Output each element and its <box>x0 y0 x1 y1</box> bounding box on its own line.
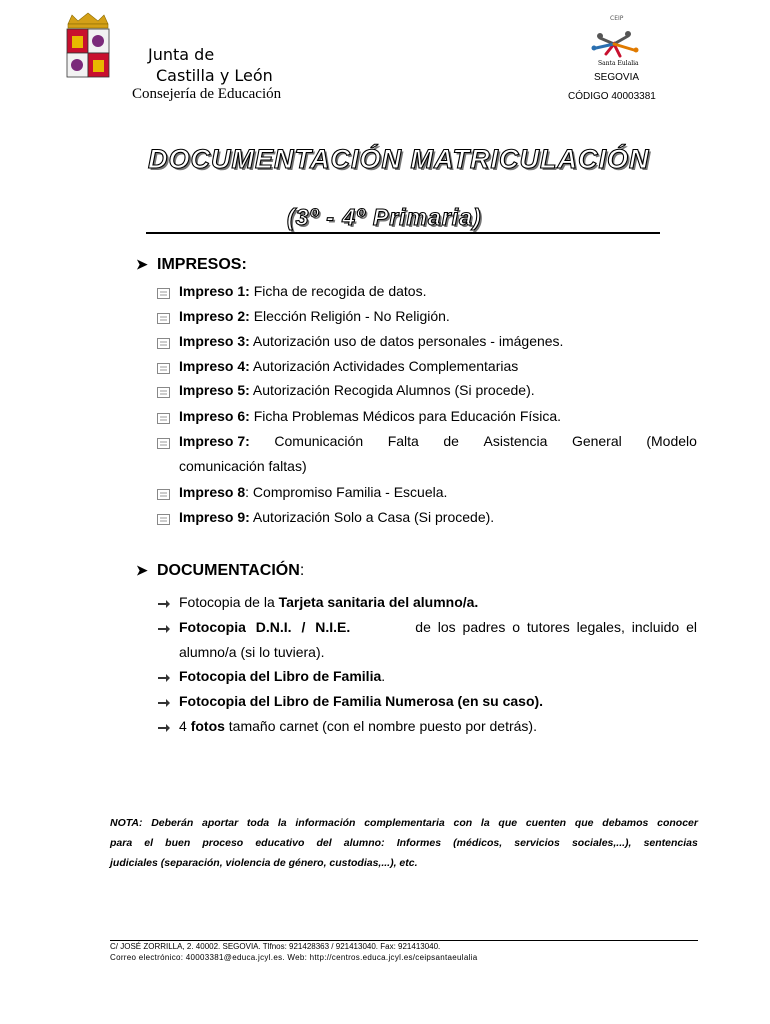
footer-contact: Correo electrónico: 40003381@educa.jcyl.es. Web: http://centros.educa.jcyl.es/ceipsantaeulalia <box>110 953 478 962</box>
nota-line3: judiciales (separación, violencia de género, custodias,...), etc. <box>110 857 418 869</box>
note-bullet-icon <box>157 487 170 498</box>
impreso-description: Autorización uso de datos personales - imágenes. <box>249 333 564 349</box>
document-title: DOCUMENTACIÓN MATRICULACIÓN <box>148 144 650 174</box>
nota-line1 <box>110 813 698 833</box>
impreso-label: Impreso 9: <box>179 509 250 525</box>
nota-word: que <box>574 817 594 829</box>
impreso-word: Comunicación <box>274 433 364 449</box>
documentacion-item-continued: alumno/a (si lo tuviera). <box>179 644 325 660</box>
impreso-label: Impreso 8 <box>179 484 246 500</box>
castilla-leon-crest-logo <box>62 12 114 82</box>
nota-word: cuenten <box>525 817 567 829</box>
impresos-heading <box>136 256 247 274</box>
school-name: Santa Eulalia <box>598 60 639 67</box>
documentacion-heading-text: DOCUMENTACIÓN <box>157 562 300 579</box>
nota-word: conocer <box>657 817 698 829</box>
impreso-label: Impreso 6: <box>179 408 250 424</box>
documentacion-item <box>179 615 697 640</box>
note-bullet-icon <box>157 336 170 347</box>
impreso-item <box>179 408 561 424</box>
impreso-word: General <box>571 433 622 449</box>
documentacion-item <box>179 689 543 714</box>
nota-word: la <box>277 817 287 829</box>
impreso-label: Impreso 2: <box>179 308 250 324</box>
nota-word: para <box>110 837 133 849</box>
documentacion-item-bold: Fotocopia del Libro de Familia <box>179 668 382 684</box>
nota-word: toda <box>246 817 270 829</box>
impreso-item <box>179 283 426 299</box>
impreso-label: Impreso 1: <box>179 283 250 299</box>
impreso-item <box>179 433 697 449</box>
document-subtitle: (3º - 4º Primaria) <box>287 204 482 230</box>
impresos-heading-text: IMPRESOS: <box>157 256 247 273</box>
impreso-description: Elección Religión - No Religión. <box>249 308 450 324</box>
documentacion-item <box>179 714 537 739</box>
arrow-bullet-icon <box>157 720 171 730</box>
nota-word: el <box>144 837 154 849</box>
nota-word: educativo <box>255 837 305 849</box>
documentacion-item-bold: Fotocopia del Libro de Familia Numerosa (en su caso). <box>179 693 544 709</box>
nota-word: Informes <box>396 837 442 849</box>
documentacion-item-bold: fotos <box>190 718 225 734</box>
impreso-item <box>179 382 535 398</box>
impreso-label: Impreso 4: <box>179 358 250 374</box>
impreso-item <box>179 358 518 374</box>
documentacion-item-text: de los padres o tutores legales, incluido el <box>415 619 697 635</box>
note-bullet-icon <box>157 361 170 372</box>
nota-word: sociales,...), <box>571 837 632 849</box>
documentacion-item <box>179 664 385 689</box>
documentacion-item-bold: Fotocopia D.N.I. / N.I.E. <box>179 619 351 635</box>
arrow-bullet-icon <box>157 621 171 631</box>
title-underline <box>146 232 660 234</box>
impreso-word: (Modelo <box>646 433 697 449</box>
nota-word: con <box>453 817 473 829</box>
impreso-description: Autorización Recogida Alumnos (Si procede). <box>249 382 535 398</box>
impreso-label: Impreso 5: <box>179 382 250 398</box>
nota-word: NOTA: <box>110 817 143 829</box>
impreso-description: : Compromiso Familia - Escuela. <box>245 484 448 500</box>
nota-line2 <box>110 833 698 853</box>
nota-word: servicios <box>514 837 560 849</box>
impreso-description: Autorización Solo a Casa (Si procede). <box>249 509 495 525</box>
nota-word: aportar <box>201 817 239 829</box>
impreso-label: Impreso 3: <box>179 333 250 349</box>
impreso-word: Asistencia <box>483 433 548 449</box>
impreso-word: Falta <box>387 433 419 449</box>
impreso-item <box>179 333 563 349</box>
documentacion-item-post: . <box>381 668 386 684</box>
nota-word: complementaria <box>364 817 445 829</box>
junta-line2: Castilla y León <box>156 66 273 85</box>
documentacion-heading-colon: : <box>299 562 305 579</box>
nota-word: sentencias <box>643 837 698 849</box>
note-bullet-icon <box>157 512 170 523</box>
documentacion-item-bold: Tarjeta sanitaria del alumno/a. <box>278 594 479 610</box>
school-code: CÓDIGO 40003381 <box>568 91 656 102</box>
documentacion-item-pre: Fotocopia de la <box>179 594 279 610</box>
footer-divider <box>110 940 698 941</box>
arrow-bullet-icon <box>157 695 171 705</box>
note-bullet-icon <box>157 411 170 422</box>
impreso-description: Ficha Problemas Médicos para Educación Física. <box>249 408 562 424</box>
nota-word: información <box>295 817 356 829</box>
nota-word: que <box>498 817 518 829</box>
nota-word: proceso <box>202 837 244 849</box>
nota-word: del <box>316 837 332 849</box>
impreso-item <box>179 484 447 500</box>
documentacion-item-post: tamaño carnet (con el nombre puesto por detrás). <box>224 718 537 734</box>
nota-word: la <box>480 817 490 829</box>
impreso-description: Autorización Actividades Complementarias <box>249 358 519 374</box>
impreso-label: Impreso 7: <box>179 433 250 449</box>
documentacion-heading <box>136 562 304 580</box>
impreso-text-continued: comunicación faltas) <box>179 458 307 474</box>
school-logo-label: CEIP <box>610 15 624 22</box>
arrowhead-bullet-icon: ➤ <box>136 562 148 578</box>
note-bullet-icon <box>157 436 170 447</box>
impreso-word: de <box>443 433 459 449</box>
nota-word: (médicos, <box>453 837 503 849</box>
nota-word: buen <box>165 837 191 849</box>
impreso-description: Ficha de recogida de datos. <box>249 283 427 299</box>
impreso-item <box>179 308 450 324</box>
nota-word: debamos <box>602 817 649 829</box>
school-city: SEGOVIA <box>594 72 640 83</box>
nota-word: alumno: <box>343 837 385 849</box>
note-bullet-icon <box>157 385 170 396</box>
impreso-item <box>179 509 494 525</box>
documentacion-item-pre: 4 <box>179 718 191 734</box>
footer-address: C/ JOSÉ ZORRILLA, 2. 40002. SEGOVIA. Tlfnos: 921428363 / 921413040. Fax: 921413040. <box>110 942 441 951</box>
nota-word: Deberán <box>151 817 194 829</box>
documentacion-item <box>179 590 478 615</box>
arrowhead-bullet-icon: ➤ <box>136 256 148 272</box>
arrow-bullet-icon <box>157 670 171 680</box>
note-bullet-icon <box>157 311 170 322</box>
consejeria-label: Consejería de Educación <box>132 86 282 102</box>
arrow-bullet-icon <box>157 596 171 606</box>
nota-paragraph <box>110 813 698 873</box>
note-bullet-icon <box>157 286 170 297</box>
junta-line1: Junta de <box>148 45 215 64</box>
